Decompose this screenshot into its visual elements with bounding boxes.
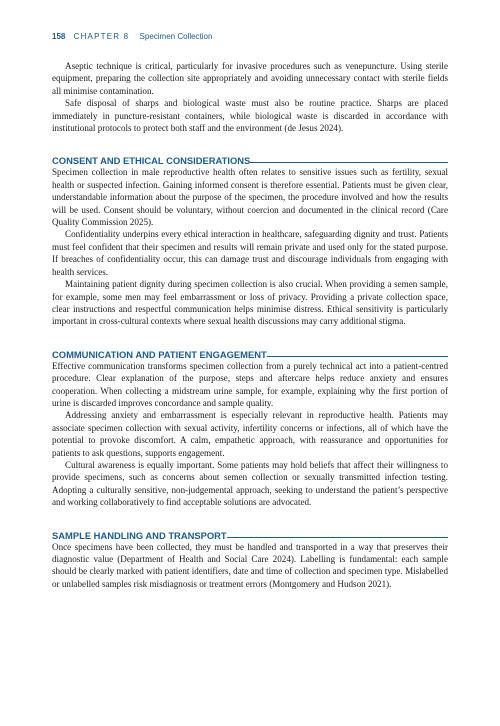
section-heading — [52, 526, 448, 539]
body-paragraph: Once specimens have been collected, they must be handled and transported in a way that preserves their diagnostic value (Department of Health and Social Care 2024). Labelling is fundamental: each sample should be clearly marked with patient identifiers, date and time of collection and specimen type. Mislabelled or unlabelled samples risk misdiagnosis or treatment errors (Montgomery and Hudson 2021). — [52, 541, 448, 589]
page-number: 158 — [52, 32, 66, 41]
body-paragraph: Cultural awareness is equally important. Some patients may hold beliefs that affect their willingness to provide specimens, such as concerns about semen collection or sexually transmitted infection testing. Adopting a culturally sensitive, non-judgemental approach, seeking to understand the patient’s perspective and working collaboratively to find acceptable solutions are advocated. — [52, 459, 448, 508]
chapter-title: Specimen Collection — [139, 32, 213, 41]
section-heading-text: COMMUNICATION AND PATIENT ENGAGEMENT — [52, 348, 267, 360]
body-paragraph: Addressing anxiety and embarrassment is especially relevant in reproductive health. Patients may associate specimen collection with sexual activity, infertility concerns or infections, all of which have the potential to provoke discomfort. A calm, empathetic approach, with reassurance and opportunities for patients to ask questions, supports engagement. — [52, 410, 448, 458]
body-paragraph: Safe disposal of sharps and biological waste must also be routine practice. Sharps are placed immediately in puncture-resistant containers, while biological waste is discarded in accordance with institutional protocols to protect both staff and the environment (de Jesus 2024). — [52, 98, 448, 134]
body-paragraph: Aseptic technique is critical, particularly for invasive procedures such as venepuncture. Using sterile equipment, preparing the collection site appropriately and avoiding unnecessary contact with sterile fields all minimise contamination. — [52, 61, 448, 96]
section-heading — [52, 151, 448, 167]
body-paragraph: Confidentiality underpins every ethical interaction in healthcare, safeguarding dignity and trust. Patients must feel confident that their specimen and results will remain private and used only for the stated purpose. If breaches of confidentiality occur, this can damage trust and discourage individuals from engaging with health services. — [52, 229, 448, 277]
section-sample-handling — [52, 526, 448, 591]
section-consent — [52, 151, 448, 327]
body-paragraph: Maintaining patient dignity during specimen collection is also crucial. When providing a semen sample, for example, some men may feel embarrassment or loss of privacy. Providing a private collection space, clear instructions and respectful communication helps minimise distress. Ethical sensitivity is particularly important in cross-cultural contexts where sexual health discussions may carry additional stigma. — [52, 279, 448, 327]
section-heading-text: CONSENT AND ETHICAL CONSIDERATIONS — [52, 155, 251, 167]
section-heading — [52, 345, 448, 358]
body-paragraph: Effective communication transforms specimen collection from a purely technical act into a patient-centred procedure. Clear explanation of the purpose, steps and aftercare helps reduce anxiety and ensures cooperation. When collecting a midstream urine sample, for example, explaining why the first portion of urine is discarded improves concordance and sample quality. — [52, 360, 448, 408]
body-paragraph: Specimen collection in male reproductive health often relates to sensitive issues such as fertility, sexual health or suspected infection. Gaining informed consent is therefore essential. Patients must be given clear, understandable information about the purpose of the specimen, the procedure involved and how the results will be used. Consent should be voluntary, without coercion and documented in the clinical record (Care Quality Commission 2025). — [52, 167, 448, 228]
chapter-label: CHAPTER 8 — [73, 32, 130, 41]
section-communication — [52, 345, 448, 509]
running-header — [52, 30, 448, 44]
section-heading-text: SAMPLE HANDLING AND TRANSPORT — [52, 529, 227, 541]
intro-text — [52, 60, 448, 134]
